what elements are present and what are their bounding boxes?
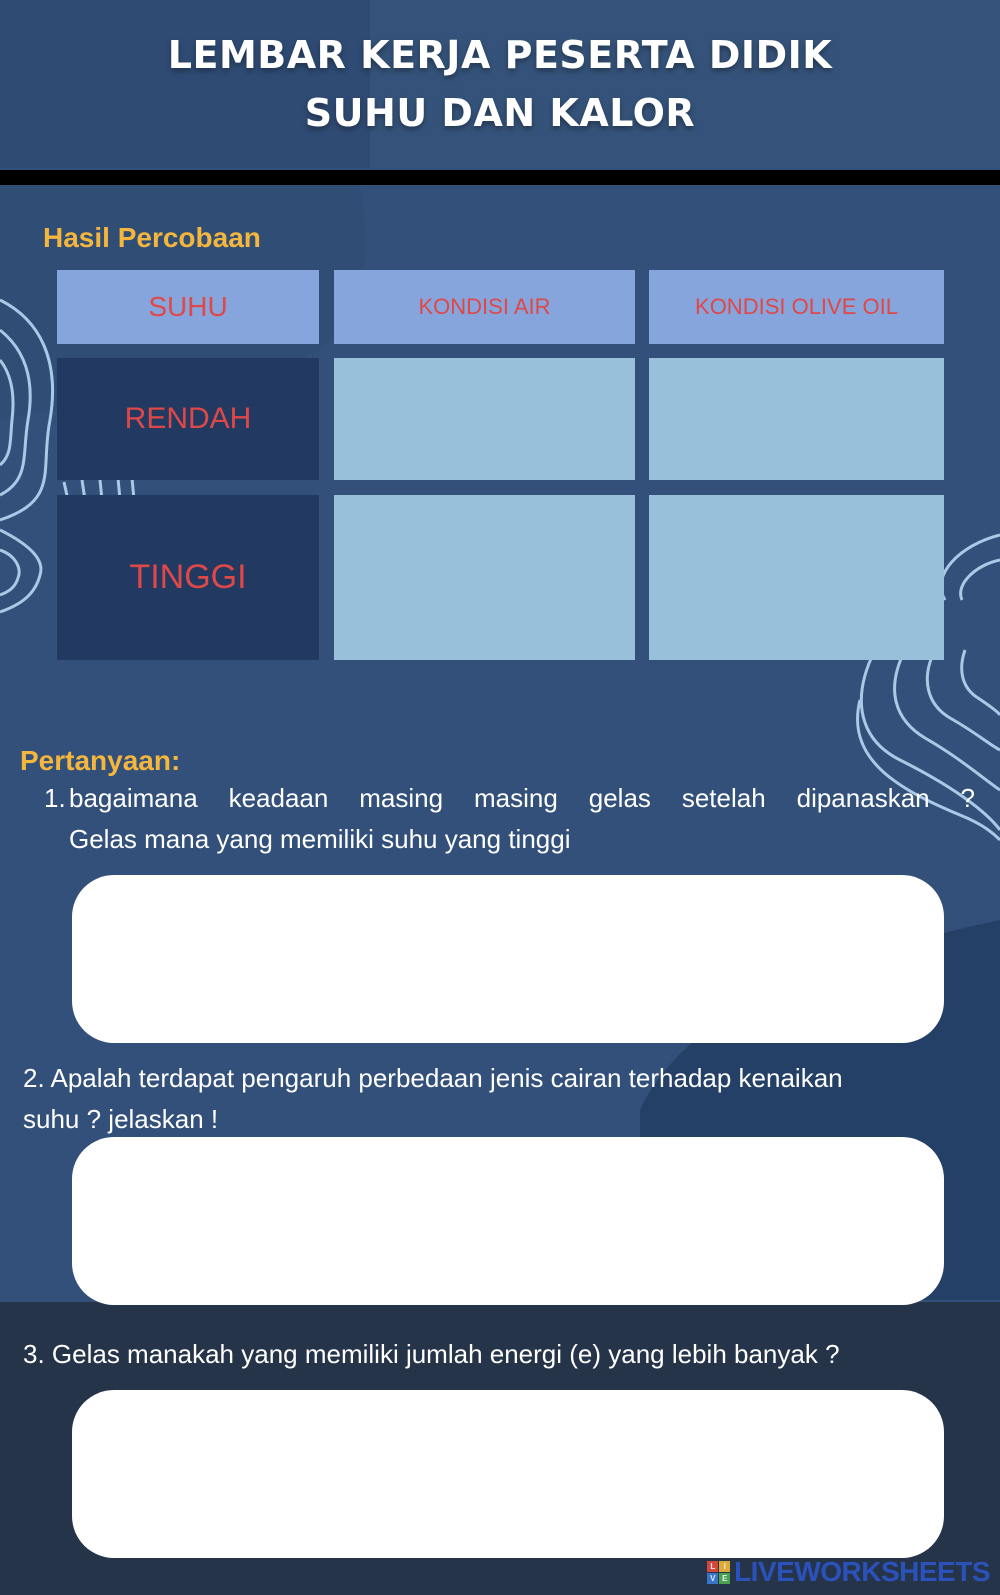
header-divider	[0, 170, 1000, 185]
page-title: LEMBAR KERJA PESERTA DIDIK	[167, 33, 833, 77]
liveworksheets-watermark	[707, 1556, 990, 1588]
questions-section-label: Pertanyaan:	[20, 745, 181, 776]
question-1-line-2: Gelas mana yang memiliki suhu yang tinggi	[69, 824, 571, 854]
page-subtitle: SUHU DAN KALOR	[304, 91, 696, 135]
question-2-answer-box[interactable]	[72, 1137, 944, 1305]
question-2-line-2: suhu ? jelaskan !	[23, 1104, 219, 1134]
row-label-tinggi: TINGGI	[57, 495, 319, 660]
column-header-suhu: SUHU	[57, 270, 319, 344]
results-section-label: Hasil Percobaan	[43, 222, 261, 253]
question-3-text: 3. Gelas manakah yang memiliki jumlah energi (e) yang lebih banyak ?	[23, 1339, 840, 1369]
question-1-line-1: bagaimana keadaan masing masing gelas setelah dipanaskan ?	[69, 783, 975, 813]
logo-letter-i: I	[719, 1561, 730, 1572]
liveworksheets-logo-icon	[707, 1561, 730, 1584]
question-1-answer-box[interactable]	[72, 875, 944, 1043]
answer-cell-tinggi-olive-oil[interactable]	[649, 495, 944, 660]
logo-letter-v: V	[707, 1573, 718, 1584]
row-label-rendah: RENDAH	[57, 358, 319, 480]
column-header-air: KONDISI AIR	[334, 270, 635, 344]
answer-cell-rendah-air[interactable]	[334, 358, 635, 480]
question-3-answer-box[interactable]	[72, 1390, 944, 1558]
watermark-text: LIVEWORKSHEETS	[734, 1556, 990, 1587]
answer-cell-rendah-olive-oil[interactable]	[649, 358, 944, 480]
page-header	[0, 0, 1000, 168]
logo-letter-l: L	[707, 1561, 718, 1572]
logo-letter-e: E	[719, 1573, 730, 1584]
question-2-line-1: 2. Apalah terdapat pengaruh perbedaan jenis cairan terhadap kenaikan	[23, 1063, 843, 1093]
column-header-olive-oil: KONDISI OLIVE OIL	[649, 270, 944, 344]
answer-cell-tinggi-air[interactable]	[334, 495, 635, 660]
question-1-number: 1.	[44, 783, 66, 813]
